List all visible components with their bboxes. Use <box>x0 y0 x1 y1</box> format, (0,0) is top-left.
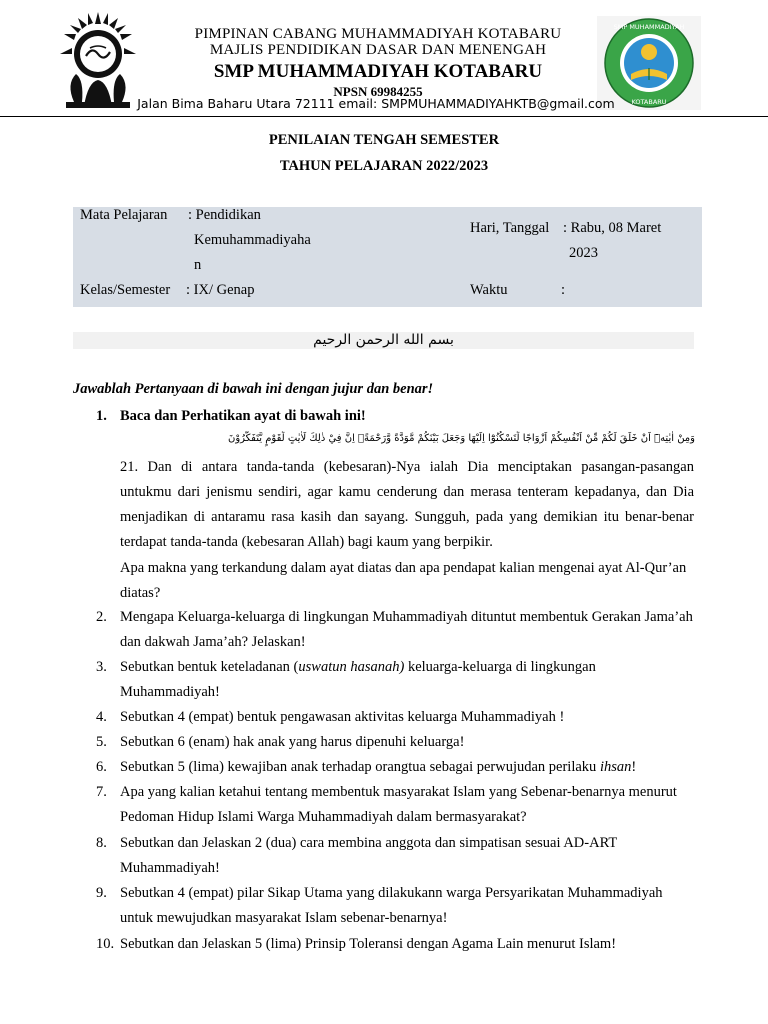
muhammadiyah-sun-logo-icon <box>56 10 140 110</box>
subject-value-3: n <box>194 257 202 273</box>
npsn: NPSN 69984255 <box>333 84 423 99</box>
question-10 <box>96 932 694 957</box>
question-text: Sebutkan dan Jelaskan 5 (lima) Prinsip Toleransi dengan Agama Lain menurut Islam! <box>120 936 617 952</box>
date-value-2: 2023 <box>569 245 598 261</box>
class-value: : IX/ Genap <box>186 282 255 298</box>
question-number: 3. <box>96 659 107 675</box>
question-text: Mengapa Keluarga-keluarga di lingkungan Muhammadiyah dituntut membentuk Gerakan Jama’ah dan dakwah Jama’ah? Jelaskan! <box>120 609 693 650</box>
question-1-prompt: Apa makna yang terkandung dalam ayat diatas dan apa pendapat kalian mengenai ayat Al-Qur’an diatas? <box>120 560 687 601</box>
question-number: 8. <box>96 835 107 851</box>
question-8 <box>96 831 694 881</box>
question-text-part: ! <box>631 759 637 775</box>
letterhead-line-2: MAJLIS PENDIDIKAN DASAR DAN MENENGAH <box>209 42 547 58</box>
question-2 <box>96 605 694 655</box>
question-text: Apa yang kalian ketahui tentang membentuk masyarakat Islam yang Sebenar-benarnya menurut Pedoman Hidup Islami Warga Muhammadiyah dalam bermasyarakat? <box>120 784 677 825</box>
question-1-heading: Baca dan Perhatikan ayat di bawah ini! <box>120 408 366 424</box>
question-text: Sebutkan 4 (empat) pilar Sikap Utama yang dilakukann warga Persyarikatan Muhammadiyah untuk mewujudkan masyarakat Islam sebenar-benarnya! <box>120 885 663 926</box>
question-number: 2. <box>96 609 107 625</box>
question-3 <box>96 655 694 705</box>
basmalah: بسم الله الرحمن الرحيم <box>73 332 694 349</box>
question-number: 1. <box>96 408 107 424</box>
question-9 <box>96 881 694 931</box>
letterhead-divider <box>0 116 768 117</box>
question-text: Sebutkan 4 (empat) bentuk pengawasan aktivitas keluarga Muhammadiyah ! <box>120 709 565 725</box>
question-text-italic: ihsan <box>599 759 632 775</box>
question-text-part: keluarga-keluarga di lingkungan Muhammadiyah! <box>120 659 596 700</box>
question-text-part: Sebutkan 5 (lima) kewajiban anak terhadap orangtua sebagai perwujudan perilaku <box>120 759 600 775</box>
question-number: 10. <box>96 936 115 952</box>
question-text-part: Sebutkan bentuk keteladanan ( <box>120 659 299 675</box>
question-7 <box>96 780 694 830</box>
letterhead <box>140 26 616 99</box>
exam-year: TAHUN PELAJARAN 2022/2023 <box>279 158 489 174</box>
question-number: 4. <box>96 709 107 725</box>
time-label: Waktu <box>470 282 508 298</box>
question-number: 5. <box>96 734 107 750</box>
date-value-1: : Rabu, 08 Maret <box>563 220 662 236</box>
subject-value-1: : Pendidikan <box>188 207 261 223</box>
question-1 <box>96 404 694 429</box>
date-label: Hari, Tanggal <box>470 220 550 236</box>
question-text: Sebutkan dan Jelaskan 2 (dua) cara membina anggota dan simpatisan sesuai AD-ART Muhammadiyah! <box>120 835 617 876</box>
question-text: Sebutkan 6 (enam) hak anak yang harus dipenuhi keluarga! <box>120 734 465 750</box>
class-label: Kelas/Semester <box>80 282 171 298</box>
question-number: 7. <box>96 784 107 800</box>
exam-title: PENILAIAN TENGAH SEMESTER <box>268 132 500 148</box>
school-address: Jalan Bima Baharu Utara 72111 email: SMPMUHAMMADIYAHKTB@gmail.com <box>137 96 615 111</box>
subject-label: Mata Pelajaran <box>80 207 168 223</box>
question-number: 6. <box>96 759 107 775</box>
quran-verse: وَمِنْ اٰيٰتِهٖٓ اَنْ خَلَقَ لَكُمْ مِّنْ اَنْفُسِكُمْ اَزْوَاجًا لِّتَسْكُنُوْٓا اِلَيْهَا وَجَعَلَ بَيْنَكُمْ مَّوَدَّةً وَّرَحْمَةًۗ اِنَّ فِيْ ذٰلِكَ لَاٰيٰتٍ لِّقَوْمٍ يَّتَفَكَّرُوْنَ <box>227 433 695 444</box>
question-text-italic: uswatun hasanah) <box>298 659 405 675</box>
verse-translation: 21. Dan di antara tanda-tanda (kebesaran)-Nya ialah Dia menciptakan pasangan-pasangan untukmu dari jenismu sendiri, agar kamu cenderung dan merasa tenteram kepadanya, dan Dia menjadikan di antaramu rasa kasih dan sayang. Sungguh, pada yang demikian itu benar-benar terdapat tanda-tanda (kebesaran Allah) bagi kaum yang berpikir. <box>120 459 694 550</box>
logo-bottom-text: KOTABARU <box>631 98 667 106</box>
instruction: Jawablah Pertanyaan di bawah ini dengan jujur dan benar! <box>73 381 434 397</box>
question-5 <box>96 730 694 755</box>
logo-top-text: SMP MUHAMMADIYAH <box>613 23 685 31</box>
question-number: 9. <box>96 885 107 901</box>
question-6 <box>96 755 694 780</box>
time-value: : <box>561 282 566 298</box>
school-name: SMP MUHAMMADIYAH KOTABARU <box>213 61 543 82</box>
question-text <box>120 755 694 780</box>
question-4 <box>96 705 694 730</box>
question-text <box>120 655 694 705</box>
letterhead-line-1: PIMPINAN CABANG MUHAMMADIYAH KOTABARU <box>194 26 562 42</box>
exam-info-table <box>73 207 702 307</box>
subject-value-2: Kemuhammadiyaha <box>194 232 311 248</box>
